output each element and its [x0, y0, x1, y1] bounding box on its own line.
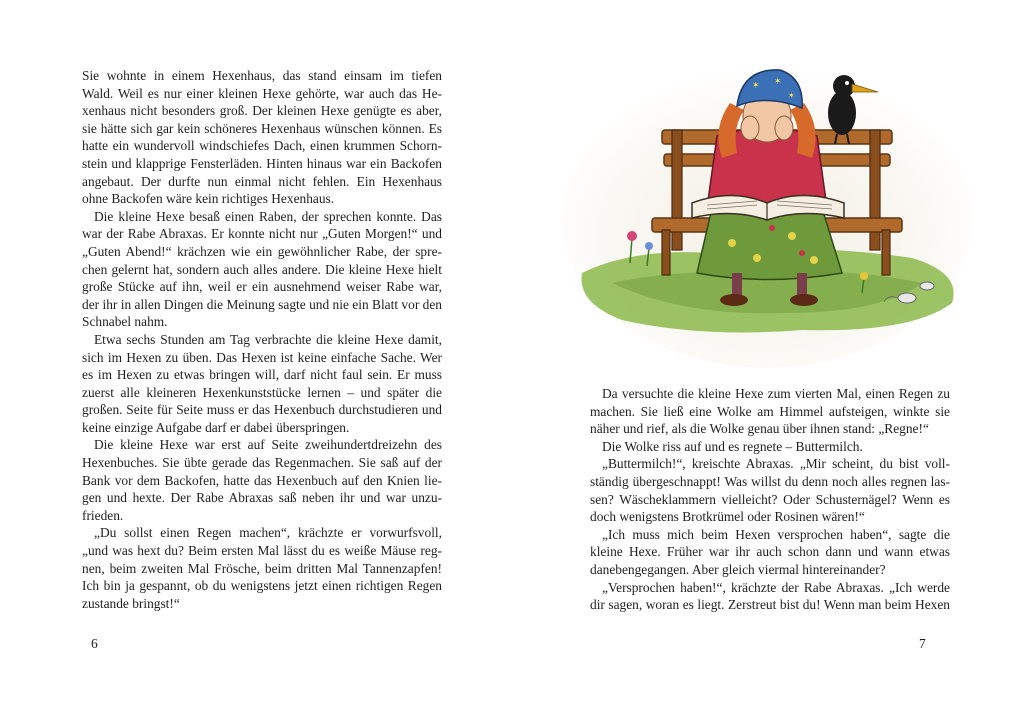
text-line: gen und hexte. Der Rabe Abraxas saß neben ihr und war unzu-: [82, 490, 442, 506]
paragraph: [82, 436, 442, 524]
paragraph: [590, 455, 950, 525]
page-number-left: 6: [91, 636, 98, 651]
text-line: Die kleine Hexe war erst auf Seite zweihundertdreizehn des: [94, 437, 442, 453]
paragraph: [82, 67, 442, 208]
text-line: Die Wolke riss auf und es regnete – Buttermilch.: [602, 438, 863, 454]
paragraph: [82, 524, 442, 612]
text-line: „Versprochen haben!“, krächzte der Rabe Abraxas. „Ich werde: [602, 579, 950, 595]
text-line: war der Rabe Abraxas. Er konnte nicht nur „Guten Morgen!“ und: [82, 226, 442, 242]
witch-boot-left: [720, 294, 748, 306]
text-line: Wald. Weil es nur einer kleinen Hexe gehörte, war auch das He-: [82, 85, 442, 101]
text-line: sich im Hexen zu üben. Das Hexen ist keine einfache Sache. Wer: [82, 349, 442, 365]
paragraph: [590, 526, 950, 579]
text-line: ständig übergeschnappt! Was willst du denn noch alles regnen las-: [590, 473, 950, 489]
text-line: Schnabel nahm.: [82, 314, 168, 330]
text-line: „Ich muss mich beim Hexen versprochen haben“, sagte die: [602, 526, 950, 542]
text-line: sen? Wäscheklammern vielleicht? Oder Schusternägel? Wenn es: [590, 491, 950, 507]
witch-hand-left: [741, 116, 759, 140]
text-line: angebaut. Der durfte nun einmal nicht fehlen. Ein Hexenhaus: [82, 173, 442, 189]
text-line: Hexenbuches. Sie übte gerade das Regenmachen. Sie saß auf der: [82, 455, 442, 471]
right-page-text: [590, 385, 950, 614]
raven-body: [828, 91, 856, 135]
text-line: Sie wohnte in einem Hexenhaus, das stand einsam im tiefen: [82, 68, 442, 83]
text-line: Ich bin ja gespannt, ob du wenigstens jetzt einen richtigen Regen: [82, 578, 442, 594]
text-line: Etwa sechs Stunden am Tag verbrachte die kleine Hexe damit,: [94, 331, 442, 347]
white-mouse: [898, 293, 916, 303]
text-line: zuerst alle kleineren Hexenkunststücke lernen – und später die: [82, 384, 442, 400]
text-line: chen gelernt hat, sondern auch alles andere. Die kleine Hexe hielt: [82, 261, 442, 277]
text-line: Die kleine Hexe besaß einen Raben, der sprechen konnte. Das: [94, 208, 442, 224]
paragraph: [590, 385, 950, 438]
text-line: doch wenigstens Brotkrümel oder Rosinen wären!“: [590, 509, 865, 525]
witch-boot-right: [790, 294, 818, 306]
paragraph: [82, 331, 442, 437]
bench-leg-left: [662, 230, 670, 275]
text-line: xenhaus nicht besonders groß. Der kleinen Hexe genügte es aber,: [82, 103, 442, 119]
svg-text:✶: ✶: [788, 91, 795, 100]
witch-hand-right: [775, 116, 793, 140]
text-line: Bank vor dem Backofen, hatte das Hexenbuch auf den Knien lie-: [82, 472, 442, 488]
white-mouse-small: [920, 282, 934, 290]
paragraph: [590, 579, 950, 614]
text-line: machen. Sie ließ eine Wolke am Himmel aufsteigen, winkte sie: [590, 403, 950, 419]
text-line: „Buttermilch!“, kreischte Abraxas. „Mir scheint, du bist voll-: [602, 456, 950, 472]
text-line: „Du sollst einen Regen machen“, krächzte er vorwurfsvoll,: [94, 525, 442, 541]
right-page: [510, 0, 1020, 720]
text-line: sie hätte sich gar kein schöneres Hexenhaus wünschen können. Es: [82, 120, 442, 136]
text-line: der ihr in allen Dingen die Meinung sagte und nie ein Blatt vor den: [82, 296, 442, 312]
text-line: frieden.: [82, 507, 124, 523]
raven-beak: [852, 84, 878, 92]
svg-text:✶: ✶: [752, 81, 760, 91]
text-line: hatte ein wundervoll windschiefes Dach, einen krummen Schorn-: [82, 138, 442, 154]
text-line: danebengegangen. Aber gleich viermal hintereinander?: [590, 561, 886, 577]
text-line: dir sagen, woran es liegt. Zerstreut bist du! Wenn man beim Hexen: [590, 597, 950, 613]
text-line: keine einzige Aufgabe darf er dabei überspringen.: [82, 419, 350, 435]
bench-leg-right: [882, 230, 890, 275]
text-line: nen, beim zweiten Mal Frösche, beim dritten Mal Tannenzapfen!: [82, 560, 442, 576]
text-line: ohne Backofen wäre kein richtiges Hexenhaus.: [82, 191, 335, 207]
left-page-text: [82, 67, 442, 612]
paragraph: [82, 208, 442, 331]
text-line: zustande bringst!“: [82, 595, 180, 611]
text-line: kleine Hexe. Früher war ihr auch schon dann und wann etwas: [590, 544, 950, 560]
text-line: stein und klapprige Fensterläden. Hinten hinaus war ein Backofen: [82, 155, 442, 171]
text-line: Da versuchte die kleine Hexe zum vierten Mal, einen Regen zu: [602, 386, 950, 401]
text-line: es im Hexen zu etwas bringen will, darf nicht faul sein. Er muss: [82, 367, 442, 383]
svg-text:✶: ✶: [774, 77, 782, 87]
witch-with-raven-on-bench-illustration: [552, 58, 972, 368]
text-line: große Stücke auf ihn, weil er ein ausnehmend weiser Rabe war,: [82, 279, 442, 295]
text-line: großen. Seite für Seite muss er das Hexenbuch durchstudieren und: [82, 402, 442, 418]
page-number-right: 7: [919, 636, 926, 651]
paragraph: [590, 438, 950, 456]
text-line: „Guten Abend!“ krächzen wie ein gewöhnlicher Rabe, der spre-: [82, 243, 442, 259]
text-line: näher und rief, als die Wolke genau über ihnen stand: „Regne!“: [590, 421, 929, 437]
text-line: „und was hext du? Beim ersten Mal lässt du es weiße Mäuse reg-: [82, 543, 442, 559]
